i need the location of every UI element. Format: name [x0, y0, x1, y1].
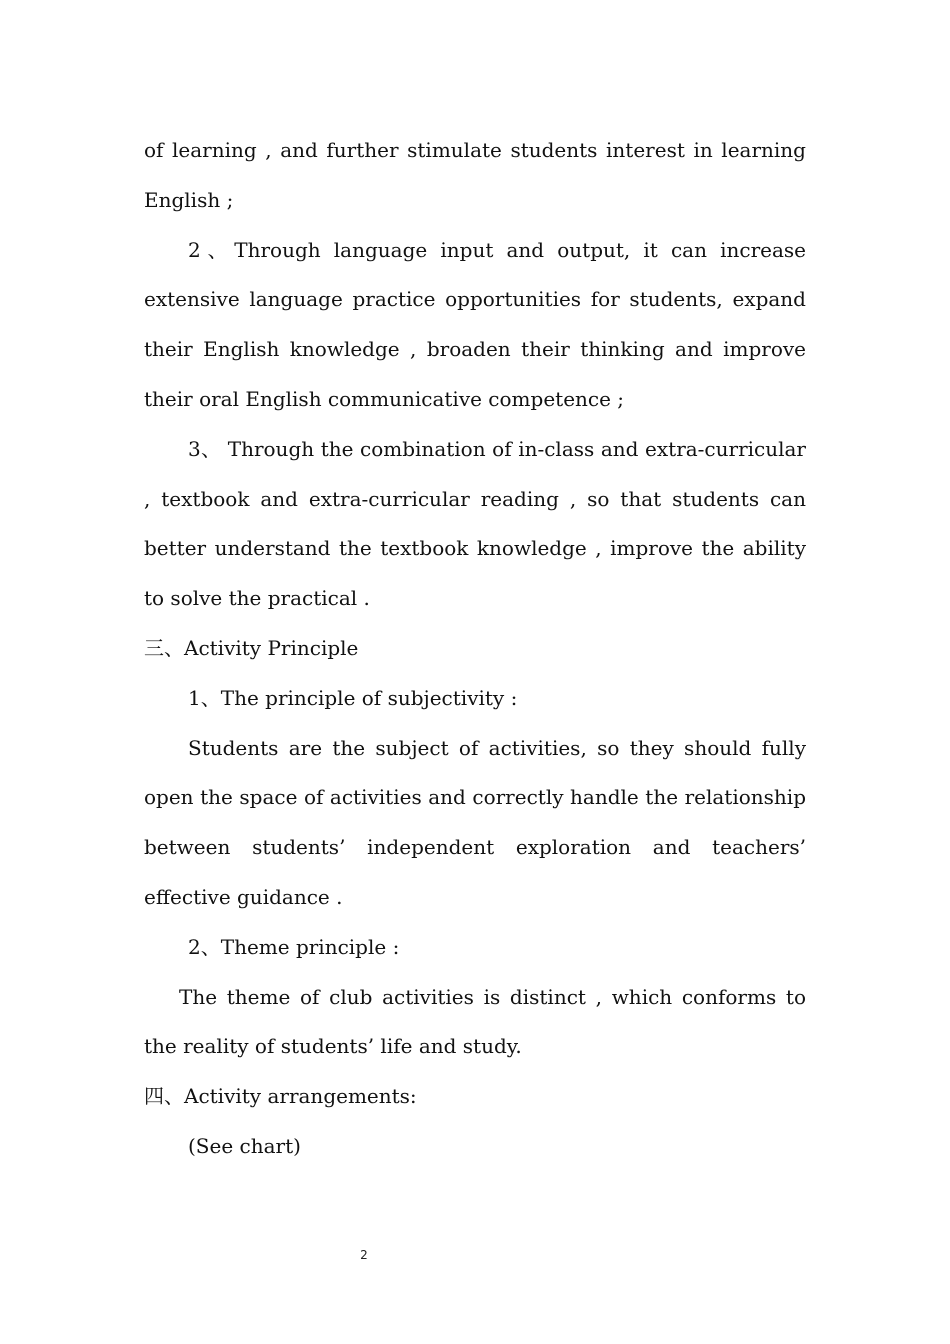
document-body	[144, 126, 806, 1172]
paragraph-learning-interest: of learning , and further stimulate students interest in learning English ;	[144, 138, 806, 212]
page-number: 2	[360, 1248, 368, 1262]
subheading-subjectivity-principle: 1、The principle of subjectivity :	[188, 685, 518, 710]
paragraph-club-theme: The theme of club activities is distinct , which conforms to the reality of students’ life and study.	[144, 984, 806, 1059]
section-heading-activity-arrangements: 四、Activity arrangements:	[144, 1084, 417, 1109]
see-chart-note: (See chart)	[188, 1133, 301, 1158]
paragraph-language-input-output: 2、Through language input and output, it can increase extensive language practice opportunities for students, expand their English knowledge , broaden their thinking and improve their oral English communicative competence ;	[144, 237, 806, 411]
section-heading-activity-principle: 三、Activity Principle	[144, 635, 359, 660]
paragraph-combination-reading: 3、 Through the combination of in-class and extra-curricular , textbook and extra-curricular reading , so that students can better understand the textbook knowledge , improve the ability to solve the practical .	[144, 436, 806, 611]
subheading-theme-principle: 2、Theme principle :	[188, 934, 400, 959]
paragraph-students-subject: Students are the subject of activities, so they should fully open the space of activities and correctly handle the relationship between students’ independent exploration and teachers’ effective guidance .	[144, 735, 806, 909]
